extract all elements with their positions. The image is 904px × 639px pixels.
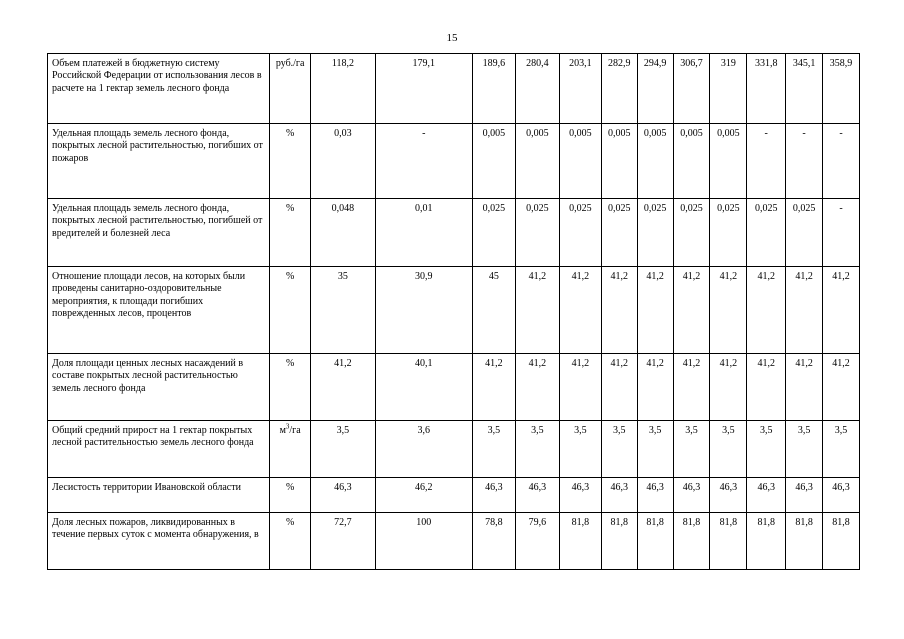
value-cell: 81,8 (710, 513, 747, 570)
unit-cell: % (270, 513, 311, 570)
value-cell: 40,1 (375, 354, 472, 421)
value-cell: 81,8 (637, 513, 673, 570)
table-body (48, 54, 860, 570)
value-cell: 3,5 (559, 421, 601, 478)
value-cell: 46,3 (515, 478, 559, 513)
unit-cell (270, 421, 311, 478)
value-cell: 41,2 (601, 354, 637, 421)
value-cell: 41,2 (786, 267, 823, 354)
value-cell: 358,9 (823, 54, 860, 124)
value-cell: 46,2 (375, 478, 472, 513)
value-cell: 45 (472, 267, 515, 354)
value-cell: - (823, 199, 860, 267)
value-cell: 0,025 (786, 199, 823, 267)
value-cell: 189,6 (472, 54, 515, 124)
value-cell: 0,025 (559, 199, 601, 267)
value-cell: 79,6 (515, 513, 559, 570)
value-cell: 0,01 (375, 199, 472, 267)
value-cell: 0,025 (637, 199, 673, 267)
value-cell: 46,3 (786, 478, 823, 513)
indicator-cell: Доля лесных пожаров, ликвидированных в течение первых суток с момента обнаружения, в (48, 513, 270, 570)
value-cell: 46,3 (747, 478, 786, 513)
indicator-cell: Лесистость территории Ивановской области (48, 478, 270, 513)
unit-cell: % (270, 199, 311, 267)
value-cell: 0,005 (710, 124, 747, 199)
value-cell: 3,5 (823, 421, 860, 478)
value-cell: 0,025 (601, 199, 637, 267)
indicator-cell: Общий средний прирост на 1 гектар покрытых лесной растительностью земель лесного фонда (48, 421, 270, 478)
value-cell: 3,5 (472, 421, 515, 478)
value-cell: 46,3 (311, 478, 376, 513)
indicator-cell: Удельная площадь земель лесного фонда, покрытых лесной растительностью, погибшей от вредителей и болезней леса (48, 199, 270, 267)
value-cell: 41,2 (637, 267, 673, 354)
value-cell: 35 (311, 267, 376, 354)
value-cell: 41,2 (710, 354, 747, 421)
value-cell: 41,2 (786, 354, 823, 421)
value-cell: 331,8 (747, 54, 786, 124)
value-cell: 46,3 (710, 478, 747, 513)
value-cell: 0,03 (311, 124, 376, 199)
unit-base: м (279, 425, 286, 436)
value-cell: 0,025 (515, 199, 559, 267)
value-cell: 41,2 (559, 354, 601, 421)
value-cell: - (786, 124, 823, 199)
unit-cell: руб./га (270, 54, 311, 124)
value-cell: - (747, 124, 786, 199)
value-cell: 41,2 (747, 267, 786, 354)
value-cell: 46,3 (823, 478, 860, 513)
value-cell: 0,025 (710, 199, 747, 267)
value-cell: - (823, 124, 860, 199)
unit-tail: /га (289, 425, 301, 436)
value-cell: 81,8 (559, 513, 601, 570)
unit-cell: % (270, 267, 311, 354)
indicator-cell: Объем платежей в бюджетную систему Российской Федерации от использования лесов в расчете на 1 гектар земель лесного фонда (48, 54, 270, 124)
table-row (48, 354, 860, 421)
unit-cell: % (270, 354, 311, 421)
value-cell: 81,8 (601, 513, 637, 570)
value-cell: 3,5 (747, 421, 786, 478)
unit-cell: % (270, 478, 311, 513)
unit-superscript: 3 (285, 422, 290, 431)
value-cell: 0,005 (637, 124, 673, 199)
value-cell: 41,2 (823, 267, 860, 354)
value-cell: 0,005 (472, 124, 515, 199)
value-cell: 41,2 (747, 354, 786, 421)
table-row (48, 513, 860, 570)
value-cell: 0,005 (601, 124, 637, 199)
value-cell: 41,2 (823, 354, 860, 421)
value-cell: 46,3 (637, 478, 673, 513)
value-cell: 3,5 (673, 421, 710, 478)
value-cell: 0,005 (673, 124, 710, 199)
value-cell: 294,9 (637, 54, 673, 124)
value-cell: 345,1 (786, 54, 823, 124)
value-cell: 41,2 (472, 354, 515, 421)
value-cell: 0,025 (747, 199, 786, 267)
value-cell: 3,5 (786, 421, 823, 478)
value-cell: 0,025 (472, 199, 515, 267)
value-cell: 41,2 (673, 267, 710, 354)
page-number: 15 (446, 32, 458, 44)
value-cell: 203,1 (559, 54, 601, 124)
value-cell: 41,2 (515, 354, 559, 421)
value-cell: 46,3 (559, 478, 601, 513)
value-cell: 81,8 (673, 513, 710, 570)
table-row (48, 478, 860, 513)
indicator-cell: Доля площади ценных лесных насаждений в составе покрытых лесной растительностью земель лесного фонда (48, 354, 270, 421)
value-cell: 41,2 (311, 354, 376, 421)
unit-cell: % (270, 124, 311, 199)
table-row (48, 199, 860, 267)
value-cell: 41,2 (601, 267, 637, 354)
table-row (48, 54, 860, 124)
value-cell: 81,8 (786, 513, 823, 570)
indicators-table (47, 53, 860, 570)
value-cell: 41,2 (515, 267, 559, 354)
value-cell: 3,6 (375, 421, 472, 478)
value-cell: 3,5 (637, 421, 673, 478)
value-cell: 46,3 (601, 478, 637, 513)
value-cell: 46,3 (472, 478, 515, 513)
table-row (48, 421, 860, 478)
table-row (48, 124, 860, 199)
value-cell: 282,9 (601, 54, 637, 124)
value-cell: 0,025 (673, 199, 710, 267)
value-cell: - (375, 124, 472, 199)
value-cell: 78,8 (472, 513, 515, 570)
value-cell: 41,2 (637, 354, 673, 421)
value-cell: 118,2 (311, 54, 376, 124)
value-cell: 41,2 (710, 267, 747, 354)
value-cell: 179,1 (375, 54, 472, 124)
value-cell: 46,3 (673, 478, 710, 513)
indicator-cell: Удельная площадь земель лесного фонда, покрытых лесной растительностью, погибших от пожаров (48, 124, 270, 199)
value-cell: 3,5 (601, 421, 637, 478)
value-cell: 100 (375, 513, 472, 570)
value-cell: 0,005 (559, 124, 601, 199)
indicator-cell: Отношение площади лесов, на которых были проведены санитарно-оздоровительные мероприятия, к площади погибших поврежденных лесов, процентов (48, 267, 270, 354)
value-cell: 3,5 (311, 421, 376, 478)
value-cell: 3,5 (515, 421, 559, 478)
value-cell: 81,8 (823, 513, 860, 570)
value-cell: 280,4 (515, 54, 559, 124)
value-cell: 3,5 (710, 421, 747, 478)
value-cell: 41,2 (673, 354, 710, 421)
value-cell: 81,8 (747, 513, 786, 570)
value-cell: 0,005 (515, 124, 559, 199)
value-cell: 319 (710, 54, 747, 124)
value-cell: 0,048 (311, 199, 376, 267)
value-cell: 306,7 (673, 54, 710, 124)
value-cell: 30,9 (375, 267, 472, 354)
value-cell: 72,7 (311, 513, 376, 570)
table-row (48, 267, 860, 354)
value-cell: 41,2 (559, 267, 601, 354)
